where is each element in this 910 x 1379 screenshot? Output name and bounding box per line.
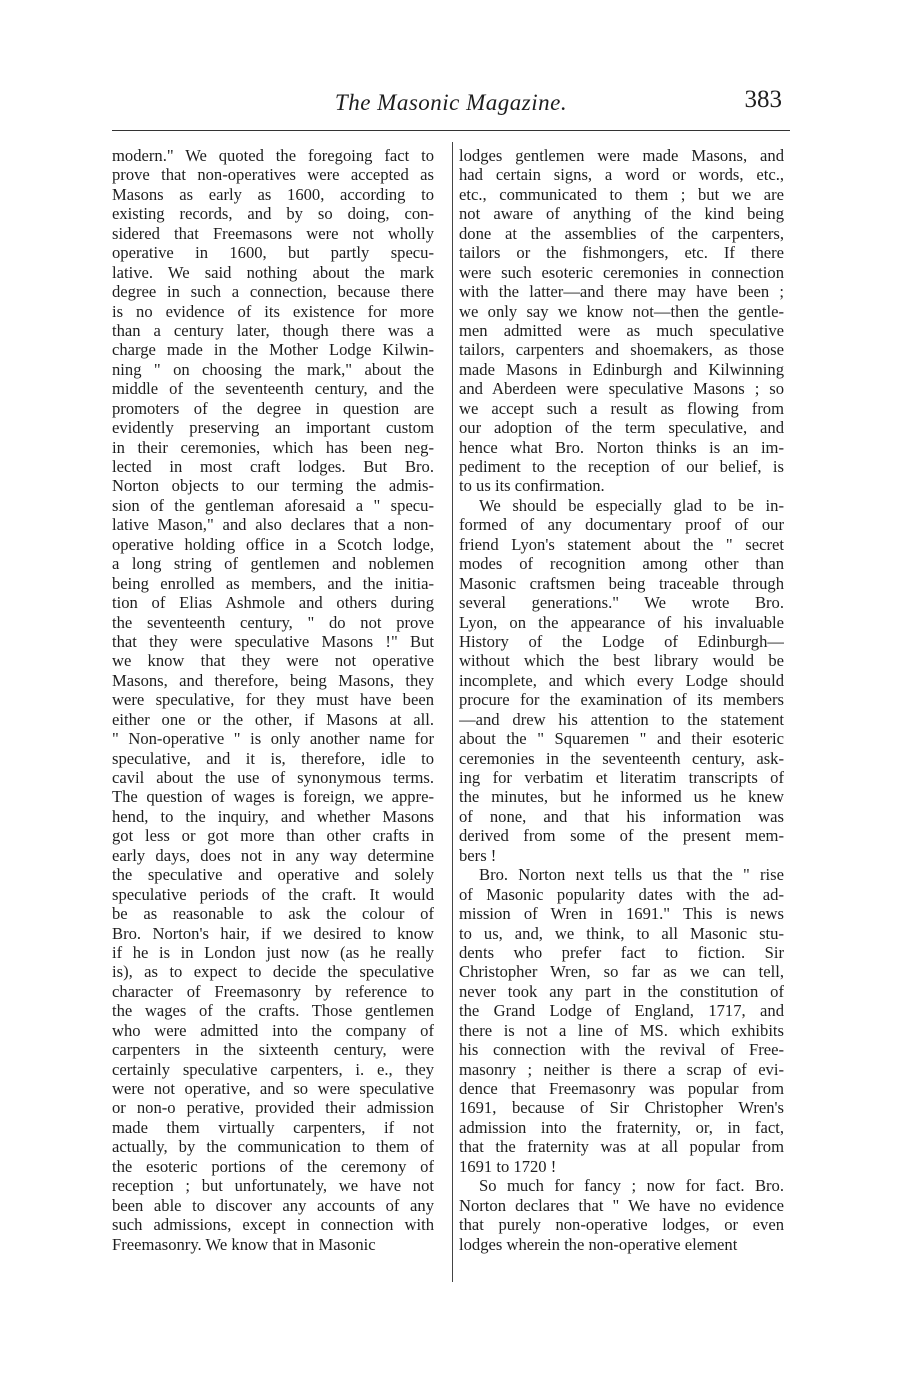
text-line: 1691 to 1720 ! <box>459 1156 557 1176</box>
text-line: being enrolled as members, and the initia- <box>112 573 434 593</box>
text-line: or non-o perative, provided their admission <box>112 1098 434 1118</box>
text-line: about the " Squaremen " and their esoteric <box>459 729 784 749</box>
text-line: ceremonies in the seventeenth century, ask- <box>459 748 784 768</box>
right-column <box>459 146 784 1254</box>
text-line: such admissions, except in connection with <box>112 1215 434 1235</box>
text-line: that the fraternity was at all popular from <box>459 1137 784 1157</box>
text-line: done at the assemblies of the carpenters, <box>459 223 784 243</box>
text-line: a long string of gentlemen and noblemen <box>112 554 434 574</box>
text-line: incomplete, and which every Lodge should <box>459 670 784 690</box>
text-line: sion of the gentleman aforesaid a " specu- <box>112 495 434 515</box>
text-line: lative Mason," and also declares that a non- <box>112 515 434 535</box>
text-line: of Masonic popularity dates with the ad- <box>459 884 784 904</box>
page-number: 383 <box>744 86 782 113</box>
text-line: is), as to expect to decide the speculative <box>112 962 434 982</box>
text-line: never took any part in the constitution of <box>459 981 784 1001</box>
text-line: if he is in London just now (as he really <box>112 942 434 962</box>
text-line: Christopher Wren, so far as we can tell, <box>459 962 784 982</box>
text-line: promoters of the degree in question are <box>112 398 434 418</box>
text-line: we only say we know not—then the gentle- <box>459 301 784 321</box>
text-line: ning " on choosing the mark," about the <box>112 359 434 379</box>
text-line: Bro. Norton next tells us that the " rise <box>479 865 784 885</box>
text-line: Norton objects to our terming the admis- <box>112 476 434 496</box>
text-line: tailors or the fishmongers, etc. If there <box>459 243 784 263</box>
text-line: History of the Lodge of Edinburgh— <box>459 631 784 651</box>
text-line: who were admitted into the company of <box>112 1020 434 1040</box>
text-line: carpenters in the sixteenth century, were <box>112 1040 434 1060</box>
text-line: The question of wages is foreign, we appre- <box>112 787 434 807</box>
text-line: evidently preserving an important custom <box>112 418 434 438</box>
text-line: operative in 1600, but partly specu- <box>112 243 434 263</box>
text-line: either one or the other, if Masons at all. <box>112 709 434 729</box>
text-line: We should be especially glad to be in- <box>479 495 784 515</box>
text-line: reception ; but unfortunately, we have not <box>112 1176 434 1196</box>
text-line: etc., communicated to them ; but we are <box>459 184 784 204</box>
text-line: several generations." We wrote Bro. <box>459 593 784 613</box>
text-line: were not operative, and so were speculative <box>112 1079 434 1098</box>
text-line: be as reasonable to ask the colour of <box>112 904 434 924</box>
text-line: pediment to the reception of our belief, is <box>459 457 784 476</box>
text-line: were speculative, for they must have been <box>112 690 434 710</box>
text-line: actually, by the communication to them of <box>112 1137 434 1157</box>
text-line: formed of any documentary proof of our <box>459 515 784 535</box>
text-line: dence that Freemasonry was popular from <box>459 1079 784 1098</box>
text-line: speculative periods of the craft. It would <box>112 884 434 904</box>
text-line: to us, and, we think, to all Masonic stu- <box>459 923 784 943</box>
text-line: " Non-operative " is only another name for <box>112 729 434 749</box>
left-column <box>112 146 434 1254</box>
text-line: the minutes, but he informed us he knew <box>459 787 784 807</box>
text-line: Masons as early as 1600, according to <box>112 184 434 204</box>
text-line: were such esoteric ceremonies in connection <box>459 262 784 282</box>
text-line: mission of Wren in 1691." This is news <box>459 904 784 924</box>
text-line: than a century later, though there was a <box>112 320 434 340</box>
text-line: our adoption of the term speculative, and <box>459 418 784 438</box>
running-header <box>112 84 790 124</box>
text-line: made them virtually carpenters, if not <box>112 1117 434 1137</box>
text-line: men admitted were as much speculative <box>459 320 784 340</box>
text-line: ing for verbatim et literatim transcripts of <box>459 768 784 787</box>
text-line: middle of the seventeenth century, and the <box>112 379 434 399</box>
text-line: charge made in the Mother Lodge Kilwin- <box>112 340 434 360</box>
text-line: there is not a line of MS. which exhibits <box>459 1020 784 1040</box>
text-line: sidered that Freemasons were not wholly <box>112 223 434 243</box>
text-line: hence what Bro. Norton thinks is an im- <box>459 437 784 457</box>
text-line: lative. We said nothing about the mark <box>112 262 434 282</box>
text-line: So much for fancy ; now for fact. Bro. <box>479 1176 784 1196</box>
text-line: the wages of the crafts. Those gentlemen <box>112 1001 434 1021</box>
text-line: derived from some of the present mem- <box>459 826 784 846</box>
text-line: to us its confirmation. <box>459 476 605 496</box>
text-line: we accept such a result as flowing from <box>459 398 784 418</box>
text-line: in their ceremonies, which has been neg- <box>112 437 434 457</box>
text-line: lected in most craft lodges. But Bro. <box>112 457 434 476</box>
text-line: degree in such a connection, because there <box>112 282 434 302</box>
text-line: masonry ; neither is there a scrap of evi- <box>459 1059 784 1079</box>
text-line: modern." We quoted the foregoing fact to <box>112 146 434 165</box>
text-line: is no evidence of its existence for more <box>112 301 434 321</box>
text-line: 1691, because of Sir Christopher Wren's <box>459 1098 784 1118</box>
text-line: bers ! <box>459 845 497 865</box>
text-line: admission into the fraternity, or, in fact, <box>459 1117 784 1137</box>
text-line: with the latter—and there may have been ; <box>459 282 784 302</box>
text-line: the esoteric portions of the ceremony of <box>112 1156 434 1176</box>
text-line: prove that non-operatives were accepted as <box>112 165 434 185</box>
text-line: dents who prefer fact to fiction. Sir <box>459 942 784 962</box>
column-divider <box>452 142 453 1282</box>
text-line: character of Freemasonry by reference to <box>112 981 434 1001</box>
text-line: we know that they were not operative <box>112 651 434 671</box>
text-line: cavil about the use of synonymous terms. <box>112 768 434 787</box>
text-line: had certain signs, a word or words, etc., <box>459 165 784 185</box>
text-line: Bro. Norton's hair, if we desired to know <box>112 923 434 943</box>
text-line: early days, does not in any way determine <box>112 845 434 865</box>
text-line: that purely non-operative lodges, or even <box>459 1215 784 1235</box>
text-line: been able to discover any accounts of any <box>112 1195 434 1215</box>
text-line: lodges wherein the non-operative element <box>459 1234 738 1254</box>
text-line: the seventeenth century, " do not prove <box>112 612 434 632</box>
text-line: that they were speculative Masons !" But <box>112 631 434 651</box>
text-line: without which the best library would be <box>459 651 784 671</box>
text-line: modes of recognition among other than <box>459 554 784 574</box>
text-line: the Grand Lodge of England, 1717, and <box>459 1001 784 1021</box>
text-line: lodges gentlemen were made Masons, and <box>459 146 784 165</box>
text-line: certainly speculative carpenters, i. e., they <box>112 1059 434 1079</box>
text-line: the speculative and operative and solely <box>112 865 434 885</box>
text-line: Lyon, on the appearance of his invaluable <box>459 612 784 632</box>
text-line: speculative, and it is, therefore, idle to <box>112 748 434 768</box>
text-line: tion of Elias Ashmole and others during <box>112 593 434 613</box>
text-line: existing records, and by so doing, con- <box>112 204 434 224</box>
text-line: and Aberdeen were speculative Masons ; so <box>459 379 784 399</box>
text-line: not aware of anything of the kind being <box>459 204 784 224</box>
magazine-title: The Masonic Magazine. <box>334 90 568 115</box>
header-rule <box>112 130 790 131</box>
text-line: of none, and that his information was <box>459 806 784 826</box>
text-line: —and drew his attention to the statement <box>459 709 784 729</box>
text-line: Freemasonry. We know that in Masonic <box>112 1234 376 1254</box>
text-line: Norton declares that " We have no evidence <box>459 1195 784 1215</box>
text-line: hend, to the inquiry, and whether Masons <box>112 806 434 826</box>
text-line: Masons, and therefore, being Masons, they <box>112 670 434 690</box>
text-line: Masonic craftsmen being traceable through <box>459 573 784 593</box>
text-line: friend Lyon's statement about the " secret <box>459 534 784 554</box>
text-line: his connection with the revival of Free- <box>459 1040 784 1060</box>
text-line: tailors, carpenters and shoemakers, as those <box>459 340 784 360</box>
text-line: operative holding office in a Scotch lodge, <box>112 534 434 554</box>
text-line: made Masons in Edinburgh and Kilwinning <box>459 359 784 379</box>
text-line: got less or got more than other crafts in <box>112 826 434 846</box>
text-line: procure for the examination of its members <box>459 690 784 710</box>
